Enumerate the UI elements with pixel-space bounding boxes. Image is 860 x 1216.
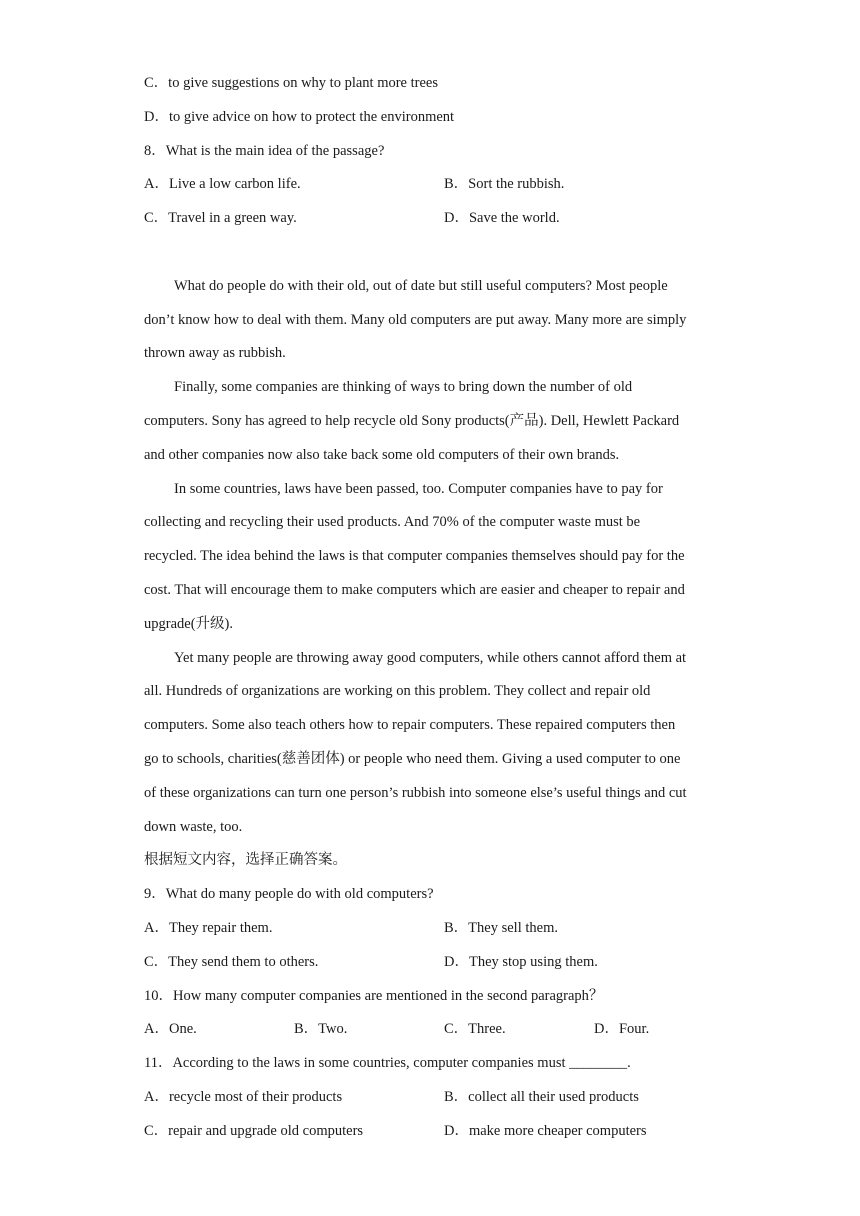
passage-line: and other companies now also take back some old computers of their own brands.: [144, 447, 620, 463]
passage-line: recycled. The idea behind the laws is that computer companies themselves should pay for the: [144, 548, 685, 564]
passage-line: computers. Some also teach others how to repair computers. These repaired computers then: [144, 717, 676, 733]
q9-option-d: D．They stop using them.: [444, 954, 598, 970]
q10-option-b: B．Two.: [294, 1021, 348, 1037]
q9-option-a: A．They repair them.: [144, 920, 273, 936]
q11-option-d: D．make more cheaper computers: [444, 1123, 647, 1139]
passage-line: In some countries, laws have been passed, too. Computer companies have to pay for: [174, 481, 663, 497]
passage-line: down waste, too.: [144, 819, 243, 835]
passage-line: Finally, some companies are thinking of ways to bring down the number of old: [174, 379, 633, 395]
q8-option-b: B．Sort the rubbish.: [444, 176, 565, 192]
q8-option-d: D．Save the world.: [444, 210, 560, 226]
q11-question: 11．According to the laws in some countries, computer companies must ________.: [144, 1055, 631, 1071]
instruction: 根据短文内容，选择正确答案。: [144, 852, 347, 868]
passage-line: thrown away as rubbish.: [144, 345, 286, 361]
q8-option-c: C．Travel in a green way.: [144, 210, 297, 226]
q8-question: 8．What is the main idea of the passage?: [144, 143, 385, 159]
passage-line: upgrade(升级).: [144, 616, 233, 632]
passage-line: all. Hundreds of organizations are working on this problem. They collect and repair old: [144, 683, 651, 699]
passage-line: of these organizations can turn one person’s rubbish into someone else’s useful things and cut: [144, 785, 687, 801]
q10-question: 10．How many computer companies are mentioned in the second paragraph？: [144, 988, 604, 1004]
passage-line: go to schools, charities(慈善团体) or people who need them. Giving a used computer to one: [144, 751, 681, 767]
q10-option-a: A．One.: [144, 1021, 197, 1037]
q8-option-a: A．Live a low carbon life.: [144, 176, 301, 192]
q11-option-b: B．collect all their used products: [444, 1089, 639, 1105]
q9-question: 9．What do many people do with old computers?: [144, 886, 434, 902]
q10-option-d: D．Four.: [594, 1021, 650, 1037]
q7-option-d: D．to give advice on how to protect the environment: [144, 109, 455, 125]
q9-option-c: C．They send them to others.: [144, 954, 319, 970]
passage-line: collecting and recycling their used products. And 70% of the computer waste must be: [144, 514, 641, 530]
q11-option-a: A．recycle most of their products: [144, 1089, 343, 1105]
q11-option-c: C．repair and upgrade old computers: [144, 1123, 364, 1139]
passage-line: Yet many people are throwing away good computers, while others cannot afford them at: [174, 650, 687, 666]
passage-line: computers. Sony has agreed to help recycle old Sony products(产品). Dell, Hewlett Packard: [144, 413, 680, 429]
passage-line: don’t know how to deal with them. Many old computers are put away. Many more are simply: [144, 312, 687, 328]
q9-option-b: B．They sell them.: [444, 920, 558, 936]
passage-line: cost. That will encourage them to make computers which are easier and cheaper to repair and: [144, 582, 685, 598]
q7-option-c: C．to give suggestions on why to plant more trees: [144, 75, 438, 91]
q10-option-c: C．Three.: [444, 1021, 506, 1037]
passage-line: What do people do with their old, out of date but still useful computers? Most people: [174, 278, 668, 294]
